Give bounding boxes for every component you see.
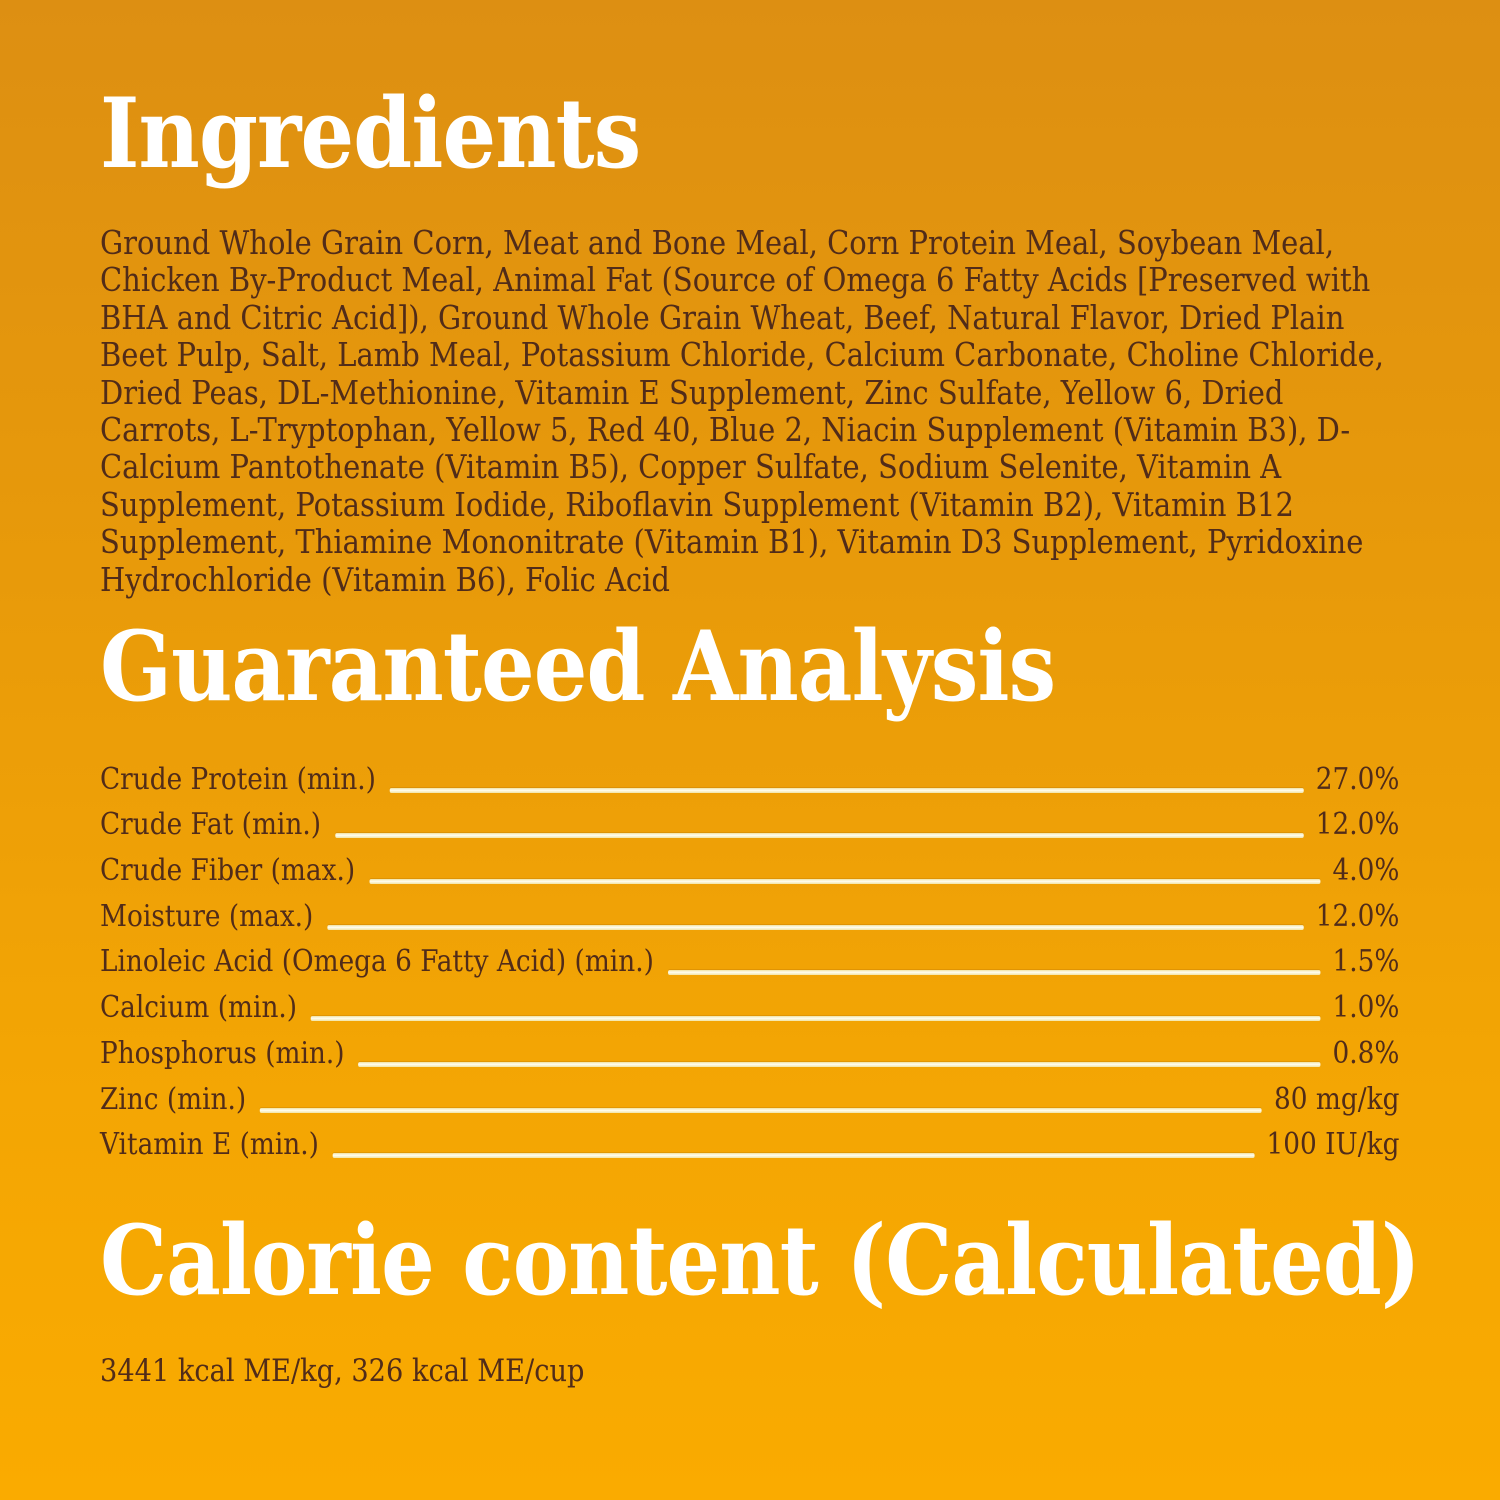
analysis-label: Crude Fiber (max.) [100, 853, 356, 889]
analysis-row-zinc [100, 1072, 1399, 1118]
analysis-row-linoleic-acid [100, 935, 1399, 981]
analysis-row-crude-fiber [100, 843, 1399, 889]
leader-line [359, 1062, 1321, 1067]
analysis-value: 0.8% [1332, 1035, 1400, 1071]
analysis-label: Vitamin E (min.) [100, 1127, 319, 1163]
analysis-row-calcium [100, 980, 1399, 1026]
leader-line [369, 879, 1320, 884]
analysis-value: 12.0% [1315, 898, 1400, 934]
analysis-value: 12.0% [1315, 807, 1400, 843]
calorie-content-value: 3441 kcal ME/kg, 326 kcal ME/cup [100, 1353, 585, 1389]
leader-line [260, 1108, 1262, 1113]
leader-line [335, 833, 1303, 838]
calorie-content-section-title: Calorie content (Calculated) [100, 1204, 1420, 1317]
analysis-value: 1.5% [1332, 944, 1400, 980]
leader-line [311, 1016, 1320, 1021]
ingredients-list-text: Ground Whole Grain Corn, Meat and Bone Meal, Corn Protein Meal, Soybean Meal, Chicken By-Product Meal, Animal Fat (Source of Omega 6 Fatty Acids [Preserved with BHA and Citric Acid]), Ground Whole Grain Wheat, Beef, Natural Flavor, Dried Plain Beet Pulp, Salt, Lamb Meal, Potassium Chloride, Calcium Carbonate, Choline Chloride, Dried Peas, DL-Methionine, Vitamin E Supplement, Zinc Sulfate, Yellow 6, Dried Carrots, L-Tryptophan, Yellow 5, Red 40, Blue 2, Niacin Supplement (Vitamin B3), D-Calcium Pantothenate (Vitamin B5), Copper Sulfate, Sodium Selenite, Vitamin A Supplement, Potassium Iodide, Riboflavin Supplement (Vitamin B2), Vitamin B12 Supplement, Thiamine Mononitrate (Vitamin B1), Vitamin D3 Supplement, Pyridoxine Hydrochloride (Vitamin B6), Folic Acid [100, 223, 1384, 599]
analysis-value: 27.0% [1315, 761, 1400, 797]
analysis-row-crude-protein [100, 752, 1399, 798]
analysis-value: 80 mg/kg [1274, 1081, 1400, 1117]
analysis-label: Zinc (min.) [100, 1081, 247, 1117]
analysis-row-phosphorus [100, 1026, 1399, 1072]
analysis-value: 100 IU/kg [1266, 1127, 1400, 1163]
leader-line [390, 788, 1303, 793]
leader-line [668, 970, 1320, 975]
analysis-label: Crude Fat (min.) [100, 807, 321, 843]
analysis-value: 4.0% [1332, 853, 1400, 889]
ingredients-section-title: Ingredients [100, 77, 641, 190]
analysis-row-crude-fat [100, 798, 1399, 844]
analysis-label: Phosphorus (min.) [100, 1035, 345, 1071]
analysis-row-moisture [100, 889, 1399, 935]
guaranteed-analysis-section-title: Guaranteed Analysis [100, 610, 1056, 723]
analysis-row-vitamin-e [100, 1118, 1399, 1164]
analysis-value: 1.0% [1332, 990, 1400, 1026]
analysis-label: Crude Protein (min.) [100, 761, 376, 797]
leader-line [327, 925, 1303, 930]
leader-line [333, 1153, 1254, 1158]
analysis-label: Moisture (max.) [100, 898, 314, 934]
guaranteed-analysis-table [100, 752, 1399, 1163]
analysis-label: Calcium (min.) [100, 990, 298, 1026]
analysis-label: Linoleic Acid (Omega 6 Fatty Acid) (min.) [100, 944, 654, 980]
label-content-column [100, 0, 1420, 1500]
